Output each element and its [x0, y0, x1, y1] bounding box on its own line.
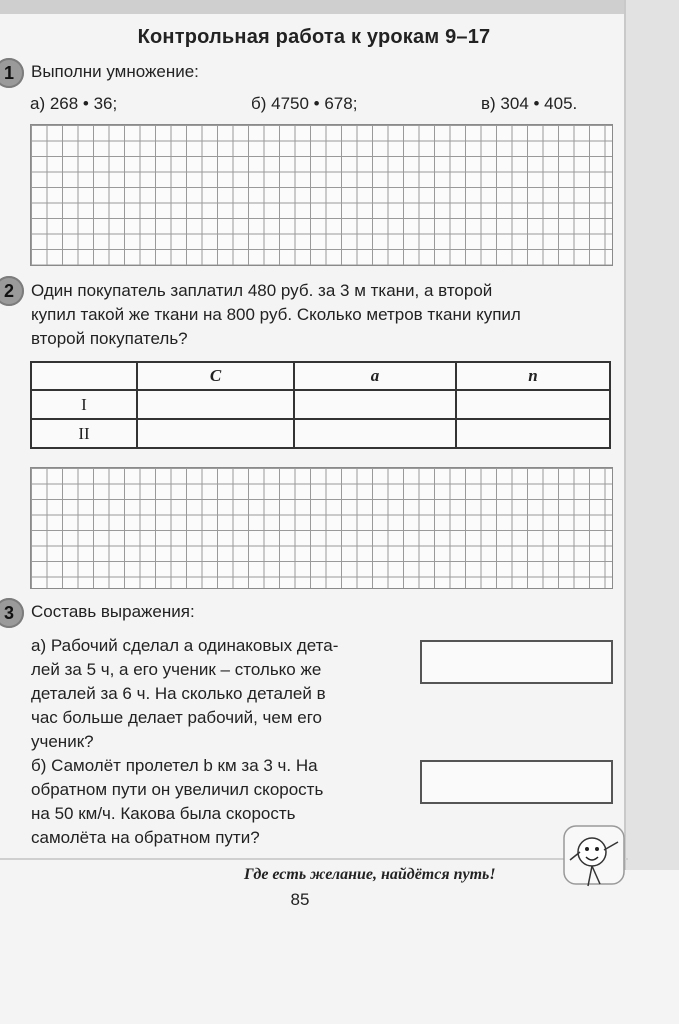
table-header-quantity: п [456, 362, 610, 390]
task-3a-text [31, 634, 411, 754]
task-1-item-c: в) 304 • 405. [481, 94, 578, 113]
task-3b-line: б) Самолёт пролетел b км за 3 ч. На [31, 756, 318, 775]
task-1-number: 1 [0, 58, 24, 88]
task-3b-line: на 50 км/ч. Какова была скорость [31, 804, 296, 823]
task-3a-line: лей за 5 ч, а его ученик – столько же [31, 660, 322, 679]
table-cell[interactable] [137, 390, 294, 419]
table-cell[interactable] [137, 419, 294, 448]
table-header-empty [31, 362, 137, 390]
table-header-price: а [294, 362, 456, 390]
task-1-item-a: а) 268 • 36; [30, 94, 118, 113]
task-2-grid[interactable] [30, 467, 613, 589]
task-3b-answer-box[interactable] [420, 760, 613, 804]
task-3a-line: а) Рабочий сделал а одинаковых дета- [31, 636, 339, 655]
table-cell[interactable] [294, 390, 456, 419]
right-margin-band [624, 0, 679, 870]
task-3b-line: самолёта на обратном пути? [31, 828, 260, 847]
top-band [0, 0, 628, 14]
page-number: 85 [290, 890, 310, 909]
table-cell[interactable] [294, 419, 456, 448]
task-2-line-1: Один покупатель заплатил 480 руб. за 3 м ткани, а второй [31, 281, 493, 300]
footer-divider [0, 858, 628, 860]
task-2-line-2: купил такой же ткани на 800 руб. Сколько метров ткани купил [31, 305, 521, 324]
task-1-prompt: Выполни умножение: [31, 62, 199, 81]
table-row-label-1: I [31, 390, 137, 419]
task-3a-line: ученик? [31, 732, 94, 751]
task-3a-line: час больше делает рабочий, чем его [31, 708, 323, 727]
task-1-grid[interactable] [30, 124, 613, 266]
task-2-line-3: второй покупатель? [31, 329, 188, 348]
table-cell[interactable] [456, 390, 610, 419]
table-row-label-2: II [31, 419, 137, 448]
footer-motto: Где есть желание, найдётся путь! [244, 866, 496, 883]
task-3-prompt: Составь выражения: [31, 602, 195, 621]
task-3b-line: обратном пути он увеличил скорость [31, 780, 324, 799]
task-3-number: 3 [0, 598, 24, 628]
task-1-item-b: б) 4750 • 678; [251, 94, 358, 113]
task-2-number: 2 [0, 276, 24, 306]
task-3a-line: деталей за 6 ч. На сколько деталей в [31, 684, 326, 703]
task-3a-answer-box[interactable] [420, 640, 613, 684]
table-header-cost: С [137, 362, 294, 390]
table-cell[interactable] [456, 419, 610, 448]
page-title: Контрольная работа к урокам 9–17 [137, 26, 491, 48]
task-3b-text [31, 754, 411, 850]
mascot-icon [560, 822, 632, 896]
task-2-table [30, 361, 611, 449]
